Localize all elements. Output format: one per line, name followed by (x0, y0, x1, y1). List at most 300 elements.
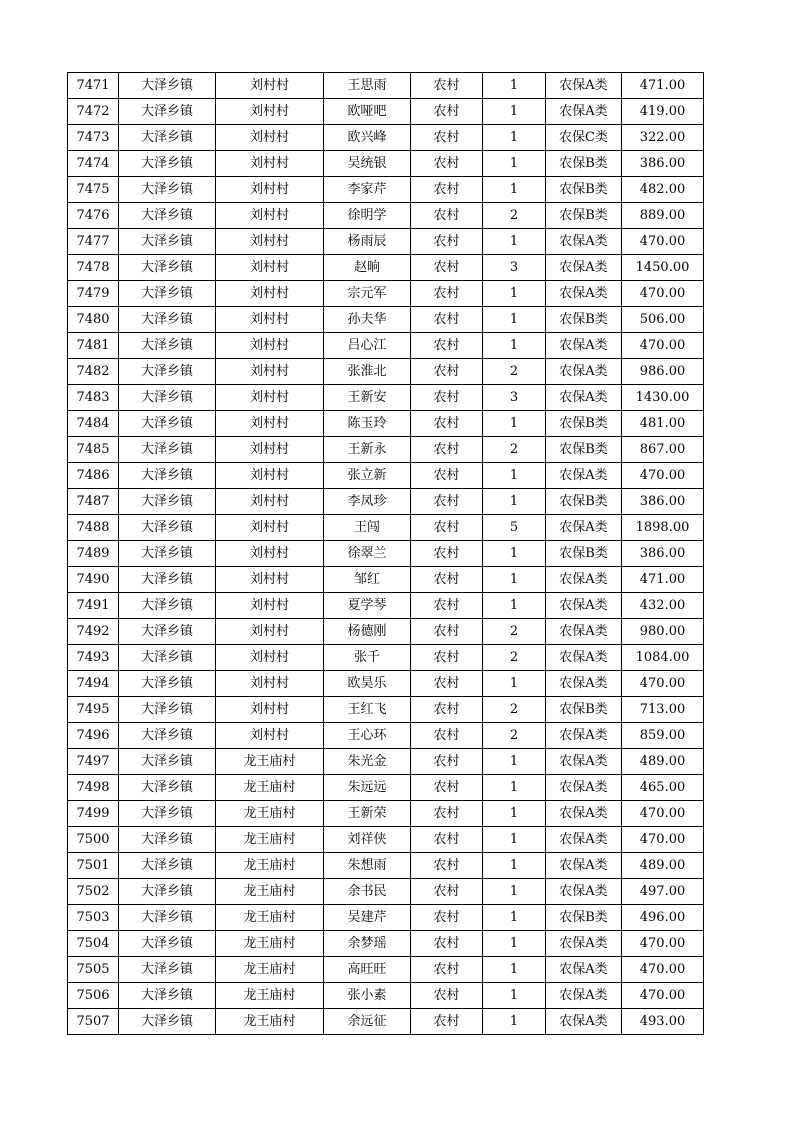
roster-body (68, 73, 704, 1035)
serial-number-cell: 7488 (68, 515, 119, 541)
insurance-class-cell: 农保B类 (546, 697, 622, 723)
serial-number-cell: 7484 (68, 411, 119, 437)
household-type-cell: 农村 (411, 905, 483, 931)
table-row (68, 125, 704, 151)
household-type-cell: 农村 (411, 671, 483, 697)
insurance-class-cell: 农保B类 (546, 411, 622, 437)
serial-number-cell: 7491 (68, 593, 119, 619)
household-type-cell: 农村 (411, 983, 483, 1009)
amount-cell: 859.00 (622, 723, 704, 749)
household-type-cell: 农村 (411, 177, 483, 203)
name-cell: 李家芹 (324, 177, 411, 203)
serial-number-cell: 7503 (68, 905, 119, 931)
member-count-cell: 2 (483, 619, 546, 645)
household-type-cell: 农村 (411, 385, 483, 411)
household-type-cell: 农村 (411, 697, 483, 723)
township-cell: 大泽乡镇 (119, 827, 216, 853)
name-cell: 余梦瑶 (324, 931, 411, 957)
township-cell: 大泽乡镇 (119, 411, 216, 437)
insurance-class-cell: 农保C类 (546, 125, 622, 151)
insurance-class-cell: 农保A类 (546, 723, 622, 749)
member-count-cell: 1 (483, 853, 546, 879)
serial-number-cell: 7499 (68, 801, 119, 827)
amount-cell: 986.00 (622, 359, 704, 385)
household-type-cell: 农村 (411, 879, 483, 905)
table-row (68, 723, 704, 749)
table-row (68, 853, 704, 879)
table-row (68, 957, 704, 983)
village-cell: 龙王庙村 (216, 775, 324, 801)
township-cell: 大泽乡镇 (119, 359, 216, 385)
village-cell: 龙王庙村 (216, 879, 324, 905)
township-cell: 大泽乡镇 (119, 645, 216, 671)
village-cell: 刘村村 (216, 619, 324, 645)
village-cell: 刘村村 (216, 99, 324, 125)
village-cell: 龙王庙村 (216, 983, 324, 1009)
village-cell: 刘村村 (216, 203, 324, 229)
village-cell: 刘村村 (216, 541, 324, 567)
member-count-cell: 1 (483, 73, 546, 99)
amount-cell: 470.00 (622, 333, 704, 359)
amount-cell: 470.00 (622, 229, 704, 255)
name-cell: 杨雨辰 (324, 229, 411, 255)
member-count-cell: 1 (483, 281, 546, 307)
serial-number-cell: 7495 (68, 697, 119, 723)
table-row (68, 151, 704, 177)
village-cell: 刘村村 (216, 281, 324, 307)
amount-cell: 506.00 (622, 307, 704, 333)
township-cell: 大泽乡镇 (119, 229, 216, 255)
insurance-class-cell: 农保B类 (546, 307, 622, 333)
amount-cell: 470.00 (622, 463, 704, 489)
name-cell: 徐翠兰 (324, 541, 411, 567)
table-row (68, 177, 704, 203)
name-cell: 朱光金 (324, 749, 411, 775)
amount-cell: 471.00 (622, 567, 704, 593)
insurance-class-cell: 农保A类 (546, 827, 622, 853)
table-row (68, 541, 704, 567)
name-cell: 李凤珍 (324, 489, 411, 515)
name-cell: 欧哑吧 (324, 99, 411, 125)
insurance-class-cell: 农保A类 (546, 229, 622, 255)
member-count-cell: 5 (483, 515, 546, 541)
name-cell: 朱想雨 (324, 853, 411, 879)
member-count-cell: 2 (483, 437, 546, 463)
amount-cell: 470.00 (622, 983, 704, 1009)
serial-number-cell: 7493 (68, 645, 119, 671)
township-cell: 大泽乡镇 (119, 437, 216, 463)
table-row (68, 567, 704, 593)
amount-cell: 386.00 (622, 489, 704, 515)
serial-number-cell: 7474 (68, 151, 119, 177)
village-cell: 刘村村 (216, 151, 324, 177)
table-row (68, 281, 704, 307)
household-type-cell: 农村 (411, 229, 483, 255)
member-count-cell: 1 (483, 151, 546, 177)
table-row (68, 619, 704, 645)
amount-cell: 493.00 (622, 1009, 704, 1035)
household-type-cell: 农村 (411, 645, 483, 671)
serial-number-cell: 7494 (68, 671, 119, 697)
table-row (68, 437, 704, 463)
village-cell: 刘村村 (216, 73, 324, 99)
serial-number-cell: 7478 (68, 255, 119, 281)
village-cell: 龙王庙村 (216, 931, 324, 957)
table-row (68, 671, 704, 697)
name-cell: 王新安 (324, 385, 411, 411)
township-cell: 大泽乡镇 (119, 619, 216, 645)
household-type-cell: 农村 (411, 99, 483, 125)
serial-number-cell: 7507 (68, 1009, 119, 1035)
insurance-class-cell: 农保A类 (546, 73, 622, 99)
insurance-class-cell: 农保A类 (546, 931, 622, 957)
serial-number-cell: 7472 (68, 99, 119, 125)
household-type-cell: 农村 (411, 255, 483, 281)
name-cell: 王红飞 (324, 697, 411, 723)
village-cell: 刘村村 (216, 385, 324, 411)
serial-number-cell: 7477 (68, 229, 119, 255)
amount-cell: 386.00 (622, 541, 704, 567)
name-cell: 余远征 (324, 1009, 411, 1035)
household-type-cell: 农村 (411, 723, 483, 749)
village-cell: 龙王庙村 (216, 853, 324, 879)
township-cell: 大泽乡镇 (119, 307, 216, 333)
serial-number-cell: 7496 (68, 723, 119, 749)
village-cell: 刘村村 (216, 255, 324, 281)
household-type-cell: 农村 (411, 567, 483, 593)
village-cell: 龙王庙村 (216, 801, 324, 827)
household-type-cell: 农村 (411, 775, 483, 801)
insurance-class-cell: 农保A类 (546, 957, 622, 983)
serial-number-cell: 7481 (68, 333, 119, 359)
insurance-class-cell: 农保A类 (546, 671, 622, 697)
insurance-class-cell: 农保A类 (546, 1009, 622, 1035)
township-cell: 大泽乡镇 (119, 489, 216, 515)
member-count-cell: 1 (483, 567, 546, 593)
township-cell: 大泽乡镇 (119, 853, 216, 879)
name-cell: 欧兴峰 (324, 125, 411, 151)
name-cell: 张立新 (324, 463, 411, 489)
village-cell: 刘村村 (216, 489, 324, 515)
insurance-class-cell: 农保A类 (546, 879, 622, 905)
village-cell: 刘村村 (216, 359, 324, 385)
township-cell: 大泽乡镇 (119, 957, 216, 983)
amount-cell: 497.00 (622, 879, 704, 905)
table-row (68, 593, 704, 619)
insurance-class-cell: 农保A类 (546, 359, 622, 385)
name-cell: 杨德刚 (324, 619, 411, 645)
name-cell: 王新永 (324, 437, 411, 463)
amount-cell: 322.00 (622, 125, 704, 151)
amount-cell: 465.00 (622, 775, 704, 801)
name-cell: 张千 (324, 645, 411, 671)
insurance-class-cell: 农保A类 (546, 463, 622, 489)
amount-cell: 432.00 (622, 593, 704, 619)
village-cell: 刘村村 (216, 177, 324, 203)
household-type-cell: 农村 (411, 489, 483, 515)
township-cell: 大泽乡镇 (119, 73, 216, 99)
name-cell: 吕心江 (324, 333, 411, 359)
township-cell: 大泽乡镇 (119, 203, 216, 229)
household-type-cell: 农村 (411, 125, 483, 151)
township-cell: 大泽乡镇 (119, 567, 216, 593)
amount-cell: 489.00 (622, 749, 704, 775)
insurance-class-cell: 农保A类 (546, 515, 622, 541)
insurance-class-cell: 农保A类 (546, 775, 622, 801)
amount-cell: 1430.00 (622, 385, 704, 411)
amount-cell: 867.00 (622, 437, 704, 463)
household-type-cell: 农村 (411, 359, 483, 385)
table-row (68, 983, 704, 1009)
serial-number-cell: 7506 (68, 983, 119, 1009)
household-type-cell: 农村 (411, 827, 483, 853)
member-count-cell: 1 (483, 177, 546, 203)
village-cell: 刘村村 (216, 307, 324, 333)
household-type-cell: 农村 (411, 541, 483, 567)
member-count-cell: 1 (483, 827, 546, 853)
amount-cell: 470.00 (622, 827, 704, 853)
table-row (68, 255, 704, 281)
serial-number-cell: 7487 (68, 489, 119, 515)
name-cell: 朱远远 (324, 775, 411, 801)
household-type-cell: 农村 (411, 853, 483, 879)
village-cell: 龙王庙村 (216, 957, 324, 983)
township-cell: 大泽乡镇 (119, 801, 216, 827)
member-count-cell: 3 (483, 385, 546, 411)
township-cell: 大泽乡镇 (119, 255, 216, 281)
serial-number-cell: 7490 (68, 567, 119, 593)
name-cell: 欧昊乐 (324, 671, 411, 697)
insurance-class-cell: 农保A类 (546, 853, 622, 879)
serial-number-cell: 7482 (68, 359, 119, 385)
township-cell: 大泽乡镇 (119, 463, 216, 489)
insurance-class-cell: 农保B类 (546, 905, 622, 931)
member-count-cell: 2 (483, 697, 546, 723)
insurance-class-cell: 农保B类 (546, 203, 622, 229)
serial-number-cell: 7489 (68, 541, 119, 567)
amount-cell: 419.00 (622, 99, 704, 125)
member-count-cell: 1 (483, 125, 546, 151)
serial-number-cell: 7502 (68, 879, 119, 905)
amount-cell: 470.00 (622, 801, 704, 827)
insurance-class-cell: 农保A类 (546, 333, 622, 359)
name-cell: 徐明学 (324, 203, 411, 229)
table-row (68, 463, 704, 489)
insurance-class-cell: 农保A类 (546, 801, 622, 827)
household-type-cell: 农村 (411, 73, 483, 99)
serial-number-cell: 7485 (68, 437, 119, 463)
insurance-class-cell: 农保A类 (546, 983, 622, 1009)
table-row (68, 1009, 704, 1035)
township-cell: 大泽乡镇 (119, 931, 216, 957)
amount-cell: 470.00 (622, 281, 704, 307)
table-row (68, 645, 704, 671)
household-type-cell: 农村 (411, 801, 483, 827)
name-cell: 吴建芹 (324, 905, 411, 931)
township-cell: 大泽乡镇 (119, 1009, 216, 1035)
serial-number-cell: 7486 (68, 463, 119, 489)
village-cell: 刘村村 (216, 515, 324, 541)
serial-number-cell: 7475 (68, 177, 119, 203)
village-cell: 刘村村 (216, 645, 324, 671)
amount-cell: 470.00 (622, 931, 704, 957)
serial-number-cell: 7473 (68, 125, 119, 151)
roster-table (67, 72, 704, 1035)
member-count-cell: 1 (483, 333, 546, 359)
township-cell: 大泽乡镇 (119, 775, 216, 801)
household-type-cell: 农村 (411, 749, 483, 775)
table-row (68, 515, 704, 541)
village-cell: 刘村村 (216, 697, 324, 723)
member-count-cell: 1 (483, 671, 546, 697)
insurance-class-cell: 农保A类 (546, 593, 622, 619)
insurance-class-cell: 农保B类 (546, 541, 622, 567)
insurance-class-cell: 农保A类 (546, 749, 622, 775)
member-count-cell: 1 (483, 905, 546, 931)
insurance-class-cell: 农保A类 (546, 255, 622, 281)
member-count-cell: 3 (483, 255, 546, 281)
name-cell: 张小素 (324, 983, 411, 1009)
member-count-cell: 1 (483, 1009, 546, 1035)
household-type-cell: 农村 (411, 333, 483, 359)
member-count-cell: 1 (483, 983, 546, 1009)
insurance-class-cell: 农保A类 (546, 645, 622, 671)
serial-number-cell: 7476 (68, 203, 119, 229)
serial-number-cell: 7505 (68, 957, 119, 983)
amount-cell: 470.00 (622, 957, 704, 983)
member-count-cell: 2 (483, 723, 546, 749)
township-cell: 大泽乡镇 (119, 177, 216, 203)
amount-cell: 386.00 (622, 151, 704, 177)
amount-cell: 496.00 (622, 905, 704, 931)
member-count-cell: 1 (483, 931, 546, 957)
household-type-cell: 农村 (411, 307, 483, 333)
insurance-class-cell: 农保B类 (546, 437, 622, 463)
member-count-cell: 1 (483, 99, 546, 125)
insurance-class-cell: 农保A类 (546, 99, 622, 125)
member-count-cell: 1 (483, 307, 546, 333)
township-cell: 大泽乡镇 (119, 151, 216, 177)
table-row (68, 775, 704, 801)
household-type-cell: 农村 (411, 463, 483, 489)
township-cell: 大泽乡镇 (119, 723, 216, 749)
name-cell: 刘祥侠 (324, 827, 411, 853)
serial-number-cell: 7479 (68, 281, 119, 307)
township-cell: 大泽乡镇 (119, 749, 216, 775)
name-cell: 宗元军 (324, 281, 411, 307)
member-count-cell: 1 (483, 541, 546, 567)
village-cell: 刘村村 (216, 125, 324, 151)
insurance-class-cell: 农保A类 (546, 385, 622, 411)
name-cell: 王思雨 (324, 73, 411, 99)
table-row (68, 333, 704, 359)
name-cell: 赵晌 (324, 255, 411, 281)
amount-cell: 471.00 (622, 73, 704, 99)
table-row (68, 229, 704, 255)
village-cell: 刘村村 (216, 229, 324, 255)
member-count-cell: 1 (483, 775, 546, 801)
serial-number-cell: 7492 (68, 619, 119, 645)
name-cell: 吴统银 (324, 151, 411, 177)
township-cell: 大泽乡镇 (119, 385, 216, 411)
table-row (68, 411, 704, 437)
member-count-cell: 1 (483, 879, 546, 905)
table-row (68, 99, 704, 125)
village-cell: 龙王庙村 (216, 905, 324, 931)
name-cell: 邹红 (324, 567, 411, 593)
table-row (68, 931, 704, 957)
table-row (68, 489, 704, 515)
village-cell: 刘村村 (216, 593, 324, 619)
township-cell: 大泽乡镇 (119, 541, 216, 567)
name-cell: 高旺旺 (324, 957, 411, 983)
village-cell: 刘村村 (216, 437, 324, 463)
insurance-class-cell: 农保B类 (546, 177, 622, 203)
amount-cell: 489.00 (622, 853, 704, 879)
amount-cell: 1084.00 (622, 645, 704, 671)
name-cell: 陈玉玲 (324, 411, 411, 437)
township-cell: 大泽乡镇 (119, 671, 216, 697)
table-row (68, 749, 704, 775)
household-type-cell: 农村 (411, 619, 483, 645)
serial-number-cell: 7500 (68, 827, 119, 853)
insurance-class-cell: 农保B类 (546, 151, 622, 177)
village-cell: 刘村村 (216, 333, 324, 359)
member-count-cell: 2 (483, 203, 546, 229)
member-count-cell: 1 (483, 593, 546, 619)
name-cell: 孙夫华 (324, 307, 411, 333)
serial-number-cell: 7483 (68, 385, 119, 411)
member-count-cell: 1 (483, 411, 546, 437)
name-cell: 张淮北 (324, 359, 411, 385)
serial-number-cell: 7471 (68, 73, 119, 99)
township-cell: 大泽乡镇 (119, 879, 216, 905)
township-cell: 大泽乡镇 (119, 697, 216, 723)
village-cell: 龙王庙村 (216, 749, 324, 775)
household-type-cell: 农村 (411, 931, 483, 957)
name-cell: 余书民 (324, 879, 411, 905)
household-type-cell: 农村 (411, 151, 483, 177)
name-cell: 王新荣 (324, 801, 411, 827)
table-row (68, 385, 704, 411)
serial-number-cell: 7504 (68, 931, 119, 957)
amount-cell: 713.00 (622, 697, 704, 723)
amount-cell: 980.00 (622, 619, 704, 645)
township-cell: 大泽乡镇 (119, 515, 216, 541)
household-type-cell: 农村 (411, 957, 483, 983)
household-type-cell: 农村 (411, 1009, 483, 1035)
amount-cell: 481.00 (622, 411, 704, 437)
table-row (68, 307, 704, 333)
member-count-cell: 1 (483, 229, 546, 255)
village-cell: 刘村村 (216, 723, 324, 749)
village-cell: 刘村村 (216, 671, 324, 697)
amount-cell: 1450.00 (622, 255, 704, 281)
member-count-cell: 1 (483, 749, 546, 775)
table-row (68, 73, 704, 99)
member-count-cell: 2 (483, 645, 546, 671)
table-row (68, 801, 704, 827)
serial-number-cell: 7498 (68, 775, 119, 801)
amount-cell: 889.00 (622, 203, 704, 229)
table-row (68, 697, 704, 723)
serial-number-cell: 7480 (68, 307, 119, 333)
table-row (68, 827, 704, 853)
household-type-cell: 农村 (411, 411, 483, 437)
member-count-cell: 1 (483, 957, 546, 983)
insurance-class-cell: 农保A类 (546, 619, 622, 645)
member-count-cell: 1 (483, 463, 546, 489)
